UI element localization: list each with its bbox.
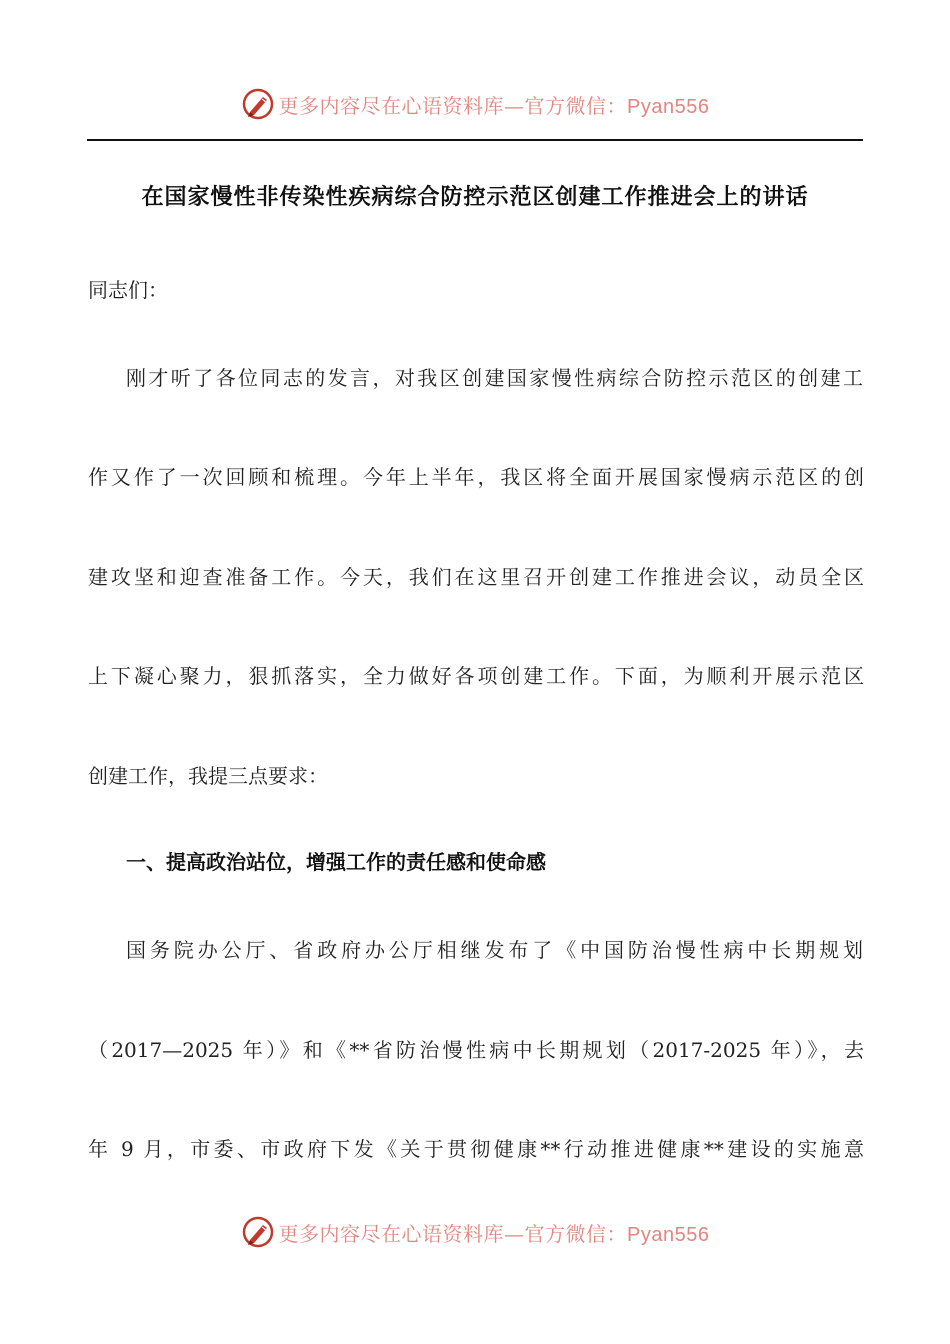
paragraph-line: 年 9 月，市委、市政府下发《关于贯彻健康**行动推进健康**建设的实施意 (88, 1137, 864, 1161)
paragraph-line: 作又作了一次回顾和梳理。今年上半年，我区将全面开展国家慢病示范区的创 (88, 465, 864, 489)
salutation: 同志们： (88, 278, 168, 302)
header-banner (0, 84, 950, 124)
pen-logo-icon (241, 87, 275, 121)
banner-text (279, 90, 710, 119)
wechat-id: Pyan556 (627, 95, 710, 118)
paragraph-line: 刚才听了各位同志的发言，对我区创建国家慢性病综合防控示范区的创建工 (126, 366, 863, 390)
site-name: 更多内容尽在心语资料库 (278, 1221, 505, 1246)
site-name: 更多内容尽在心语资料库 (278, 93, 505, 118)
banner-dash: — (504, 93, 525, 118)
banner-text (279, 1218, 710, 1247)
paragraph-line: 国务院办公厅、省政府办公厅相继发布了《中国防治慢性病中长期规划 (126, 938, 863, 962)
pen-logo-icon (241, 1215, 275, 1249)
paragraph-line: （2017—2025 年）》和《**省防治慢性病中长期规划（2017-2025 年）》，去 (88, 1038, 864, 1062)
paragraph-line: 创建工作，我提三点要求： (88, 764, 328, 788)
paragraph-line: 上下凝心聚力，狠抓落实，全力做好各项创建工作。下面，为顺利开展示范区 (88, 664, 864, 688)
footer-banner (0, 1212, 950, 1252)
document-title: 在国家慢性非传染性疾病综合防控示范区创建工作推进会上的讲话 (141, 184, 809, 210)
wechat-label: 官方微信： (524, 1221, 628, 1246)
header-divider (87, 139, 863, 141)
wechat-id: Pyan556 (627, 1223, 710, 1246)
section-heading: 一、提高政治站位，增强工作的责任感和使命感 (126, 850, 546, 874)
banner-dash: — (504, 1221, 525, 1246)
wechat-label: 官方微信： (524, 93, 628, 118)
paragraph-line: 建攻坚和迎查准备工作。今天，我们在这里召开创建工作推进会议，动员全区 (88, 565, 864, 589)
